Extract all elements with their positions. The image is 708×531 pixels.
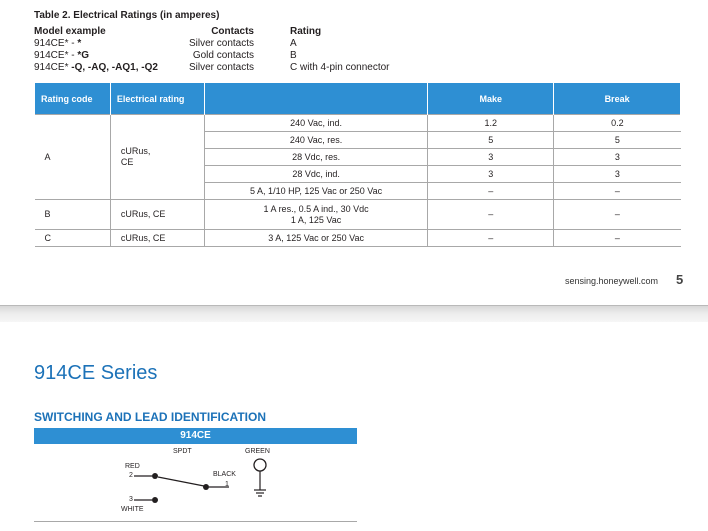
- break-cell: 3: [554, 166, 681, 183]
- switch-schematic: [34, 444, 357, 521]
- make-cell: 3: [428, 166, 554, 183]
- desc-cell: 28 Vdc, ind.: [204, 166, 428, 183]
- model-header: Model example: [34, 26, 106, 37]
- section-title: SWITCHING AND LEAD IDENTIFICATION: [34, 410, 266, 424]
- label-terminal-2: 2: [129, 472, 133, 479]
- break-cell: 0.2: [554, 115, 681, 132]
- table-header-row: [35, 83, 681, 115]
- contacts-header: Contacts: [211, 26, 254, 37]
- rating-column: Rating A B C with 4-pin connector: [290, 26, 390, 73]
- contacts-column: Contacts Silver contacts Gold contacts Silver contacts: [188, 26, 254, 73]
- break-cell: –: [554, 200, 681, 230]
- table-row: [35, 115, 681, 132]
- model-row: 914CE* - *G: [34, 50, 90, 61]
- page-gutter: [0, 305, 708, 323]
- break-cell: –: [554, 230, 681, 247]
- col-header-blank: [204, 83, 428, 115]
- break-cell: –: [554, 183, 681, 200]
- electrical-rating-cell: cURus, CE: [110, 200, 204, 230]
- break-cell: 3: [554, 149, 681, 166]
- switch-lever: [158, 477, 204, 486]
- desc-cell: 28 Vdc, res.: [204, 149, 428, 166]
- make-cell: 3: [428, 149, 554, 166]
- rating-code-cell: C: [35, 230, 111, 247]
- rating-code-cell: A: [35, 115, 111, 200]
- label-white: WHITE: [121, 506, 144, 513]
- label-terminal-1: 1: [225, 481, 229, 488]
- electrical-ratings-table: [34, 83, 681, 247]
- model-column: [34, 26, 158, 74]
- desc-cell: 240 Vac, ind.: [204, 115, 428, 132]
- wiring-diagram: [34, 444, 357, 522]
- break-cell: 5: [554, 132, 681, 149]
- table-caption: Table 2. Electrical Ratings (in amperes): [34, 10, 220, 21]
- make-cell: 5: [428, 132, 554, 149]
- label-spdt: SPDT: [173, 448, 192, 455]
- label-red: RED: [125, 463, 140, 470]
- label-black: BLACK: [213, 471, 236, 478]
- col-header-rating-code: Rating code: [35, 83, 111, 115]
- model-row: 914CE* - *: [34, 38, 82, 49]
- table-row: [35, 200, 681, 230]
- desc-cell: 5 A, 1/10 HP, 125 Vac or 250 Vac: [204, 183, 428, 200]
- electrical-rating-cell: cURus, CE: [110, 230, 204, 247]
- desc-cell: 3 A, 125 Vac or 250 Vac: [204, 230, 428, 247]
- terminal-1: [203, 484, 209, 490]
- electrical-rating-cell: cURus, CE: [110, 115, 204, 200]
- table-row: [35, 230, 681, 247]
- rating-header: Rating: [290, 26, 322, 37]
- rating-code-cell: B: [35, 200, 111, 230]
- make-cell: –: [428, 230, 554, 247]
- label-green: GREEN: [245, 448, 270, 455]
- desc-cell: 1 A res., 0.5 A ind., 30 Vdc 1 A, 125 Vac: [204, 200, 428, 230]
- col-header-electrical-rating: Electrical rating: [110, 83, 204, 115]
- series-title: 914CE Series: [34, 362, 158, 384]
- col-header-make: Make: [428, 83, 554, 115]
- footer-url[interactable]: sensing.honeywell.com: [565, 276, 659, 286]
- model-row: 914CE* -Q, -AQ, -AQ1, -Q2: [34, 62, 158, 73]
- ground-terminal: [254, 459, 266, 471]
- make-cell: 1.2: [428, 115, 554, 132]
- page-number: 5: [676, 272, 684, 287]
- desc-cell: 240 Vac, res.: [204, 132, 428, 149]
- diagram-header-bar: 914CE: [34, 428, 357, 444]
- page-bottom: [0, 322, 708, 531]
- terminal-2: [152, 473, 158, 479]
- col-header-break: Break: [554, 83, 681, 115]
- terminal-3: [152, 497, 158, 503]
- make-cell: –: [428, 200, 554, 230]
- label-terminal-3: 3: [129, 496, 133, 503]
- make-cell: –: [428, 183, 554, 200]
